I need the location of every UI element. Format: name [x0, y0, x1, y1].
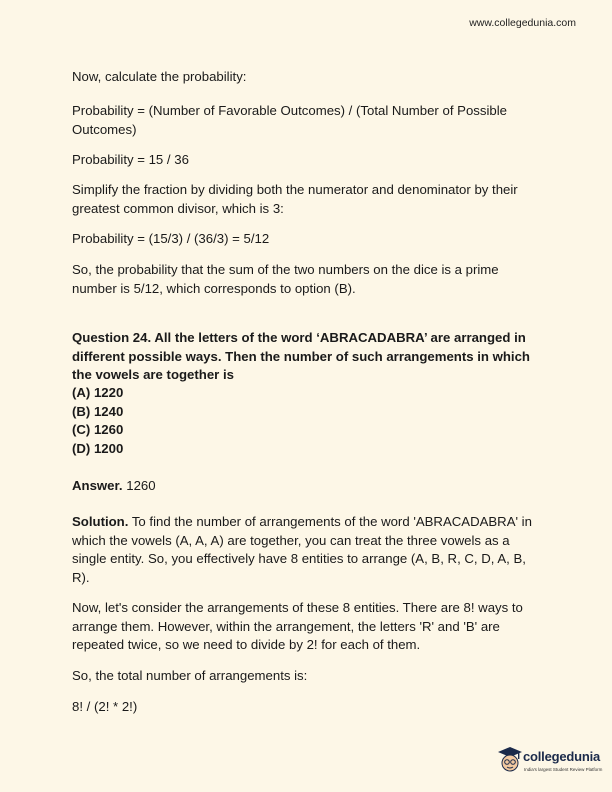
paragraph-calc-intro: Now, calculate the probability:	[72, 69, 247, 84]
collegedunia-logo	[497, 746, 607, 786]
option-list	[72, 384, 542, 458]
question-24: Question 24. All the letters of the word ‘ABRACADABRA’ are arranged in different possible ways. Then the number of such arrangements in which the vowels are together is	[72, 330, 530, 382]
answer-value: 1260	[122, 478, 156, 493]
option-c: (C) 1260	[72, 422, 124, 437]
answer-label: Answer.	[72, 478, 123, 493]
option-a: (A) 1220	[72, 385, 124, 400]
option-d: (D) 1200	[72, 440, 124, 456]
answer-line	[72, 477, 542, 496]
graduate-mascot-icon	[497, 746, 523, 774]
paragraph-formula-final: 8! / (2! * 2!)	[72, 699, 138, 714]
paragraph-total-intro: So, the total number of arrangements is:	[72, 668, 308, 683]
logo-wordmark: collegedunia	[523, 749, 601, 764]
paragraph-probability-formula: Probability = (Number of Favorable Outcomes) / (Total Number of Possible Outcomes)	[72, 103, 507, 137]
paragraph-simplified-result: Probability = (15/3) / (36/3) = 5/12	[72, 231, 270, 246]
solution-label: Solution.	[72, 514, 129, 529]
option-b: (B) 1240	[72, 403, 124, 419]
paragraph-arrangements: Now, let's consider the arrangements of these 8 entities. There are 8! ways to arrange them. However, within the arrangement, the letters 'R' and 'B' are repeated twice, so we need to divide by 2! for each of them.	[72, 600, 523, 652]
paragraph-conclusion: So, the probability that the sum of the two numbers on the dice is a prime number is 5/12, which corresponds to option (B).	[72, 262, 499, 296]
paragraph-probability-value: Probability = 15 / 36	[72, 152, 189, 167]
paragraph-simplify: Simplify the fraction by dividing both the numerator and denominator by their greatest common divisor, which is 3:	[72, 182, 518, 216]
solution-text: To find the number of arrangements of the word 'ABRACADABRA' in which the vowels (A, A, A) are together, you can treat the three vowels as a single entity. So, you effectively have 8 entities to arrange (A, B, R, C, D, A, B, R).	[72, 514, 532, 585]
header-url: www.collegedunia.com	[469, 17, 576, 29]
logo-tagline: India's largest Student Review Platform	[524, 767, 603, 772]
solution-paragraph	[72, 513, 542, 587]
